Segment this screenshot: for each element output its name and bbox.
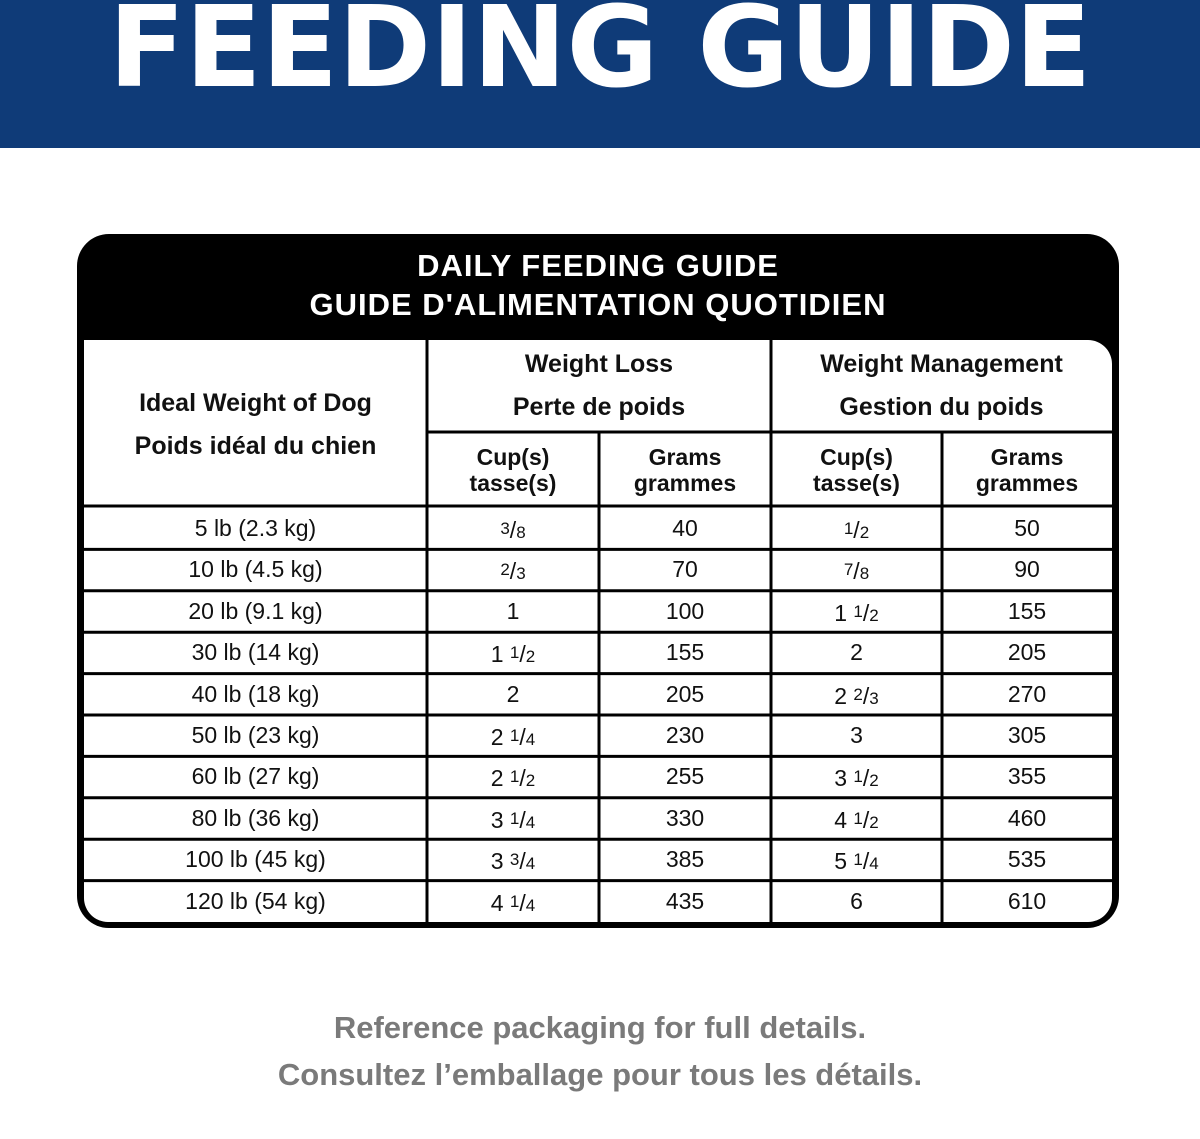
subheader-wl-cups-fr: tasse(s) [469,470,557,496]
cell-wm-cups: 4 $^1$/2 [834,806,879,833]
cell-wl-grams: 330 [665,804,705,831]
cell-weight: 60 lb (27 kg) [191,763,320,790]
cell-weight: 10 lb (4.5 kg) [188,556,323,583]
subheader-wm-cups-en: Cup(s) [820,444,893,470]
footer-note-fr: Consultez l’emballage pour tous les détails. [277,1057,923,1092]
cell-wl-cups: 1 $^1$/2 [490,641,536,668]
cell-wm-cups: 1 $^1$/2 [834,599,879,626]
cell-wm-cups: $^7$/8 [843,558,870,585]
cell-wm-cups: 6 [850,887,863,914]
cell-wm-grams: 305 [1007,722,1047,748]
cell-wm-grams: 205 [1007,639,1047,666]
cell-weight: 120 lb (54 kg) [185,887,326,914]
cell-wl-grams: 70 [672,556,698,583]
cell-weight: 30 lb (14 kg) [191,639,320,666]
cell-wl-grams: 435 [665,887,705,914]
header-weight-loss-en: Weight Loss [524,350,674,378]
cell-wm-cups: 3 $^1$/2 [834,765,879,792]
cell-weight: 40 lb (18 kg) [191,680,320,707]
subheader-wl-cups-en: Cup(s) [476,444,550,470]
cell-weight: 80 lb (36 kg) [191,804,320,831]
cell-wl-cups: 2 $^1$/2 [490,765,536,792]
cell-wl-grams: 205 [665,680,705,707]
header-weight-fr: Poids idéal du chien [134,432,377,460]
cell-weight: 100 lb (45 kg) [185,846,326,873]
cell-wl-cups: 2 [506,680,520,707]
feeding-table [84,340,1112,922]
cell-weight: 5 lb (2.3 kg) [194,515,317,541]
cell-wl-grams: 230 [665,722,705,748]
cell-wm-grams: 270 [1007,680,1047,707]
banner-title: FEEDING GUIDE [108,0,1092,113]
cell-wm-cups: 2 [850,639,863,666]
cell-wm-grams: 610 [1007,887,1047,914]
header-weight-management-fr: Gestion du poids [839,393,1044,421]
cell-wm-grams: 155 [1007,597,1047,624]
header-weight-loss-fr: Perte de poids [512,393,686,421]
cell-wm-grams: 90 [1014,556,1040,583]
card-title-en: DAILY FEEDING GUIDE [417,248,779,283]
cell-wm-grams: 535 [1007,846,1047,873]
cell-wm-cups: 5 $^1$/4 [834,848,879,875]
cell-weight: 20 lb (9.1 kg) [188,597,323,624]
cell-wm-cups: 2 $^2$/3 [834,682,879,709]
cell-wl-cups: 4 $^1$/4 [490,889,536,916]
subheader-wm-grams-fr: grammes [975,470,1079,496]
cell-wl-grams: 100 [665,597,705,624]
footer-note-en: Reference packaging for full details. [333,1010,867,1045]
header-weight-management-en: Weight Management [820,350,1063,378]
cell-wm-cups: $^1$/2 [843,517,870,543]
cell-wl-cups: $^3$/8 [500,517,526,543]
cell-wm-cups: 3 [850,722,863,748]
cell-wl-cups: 2 $^1$/4 [490,724,536,750]
header-weight-en: Ideal Weight of Dog [139,389,372,417]
cell-weight: 50 lb (23 kg) [191,722,320,748]
cell-wl-cups: 1 [506,597,520,624]
feeding-guide-card [77,234,1119,928]
header-banner [0,0,1200,148]
cell-wm-grams: 460 [1007,804,1047,831]
card-title-fr: GUIDE D'ALIMENTATION QUOTIDIEN [309,287,887,322]
subheader-wl-grams-en: Grams [648,444,722,470]
subheader-wm-cups-fr: tasse(s) [813,470,900,496]
cell-wl-grams: 255 [665,763,705,790]
cell-wl-cups: $^2$/3 [500,558,526,585]
cell-wl-grams: 155 [665,639,705,666]
cell-wl-grams: 385 [665,846,705,873]
cell-wl-cups: 3 $^1$/4 [490,806,536,833]
subheader-wl-grams-fr: grammes [633,470,737,496]
subheader-wm-grams-en: Grams [990,444,1064,470]
cell-wl-cups: 3 $^3$/4 [490,848,536,875]
cell-wm-grams: 50 [1014,515,1040,541]
cell-wm-grams: 355 [1007,763,1047,790]
cell-wl-grams: 40 [672,515,698,541]
